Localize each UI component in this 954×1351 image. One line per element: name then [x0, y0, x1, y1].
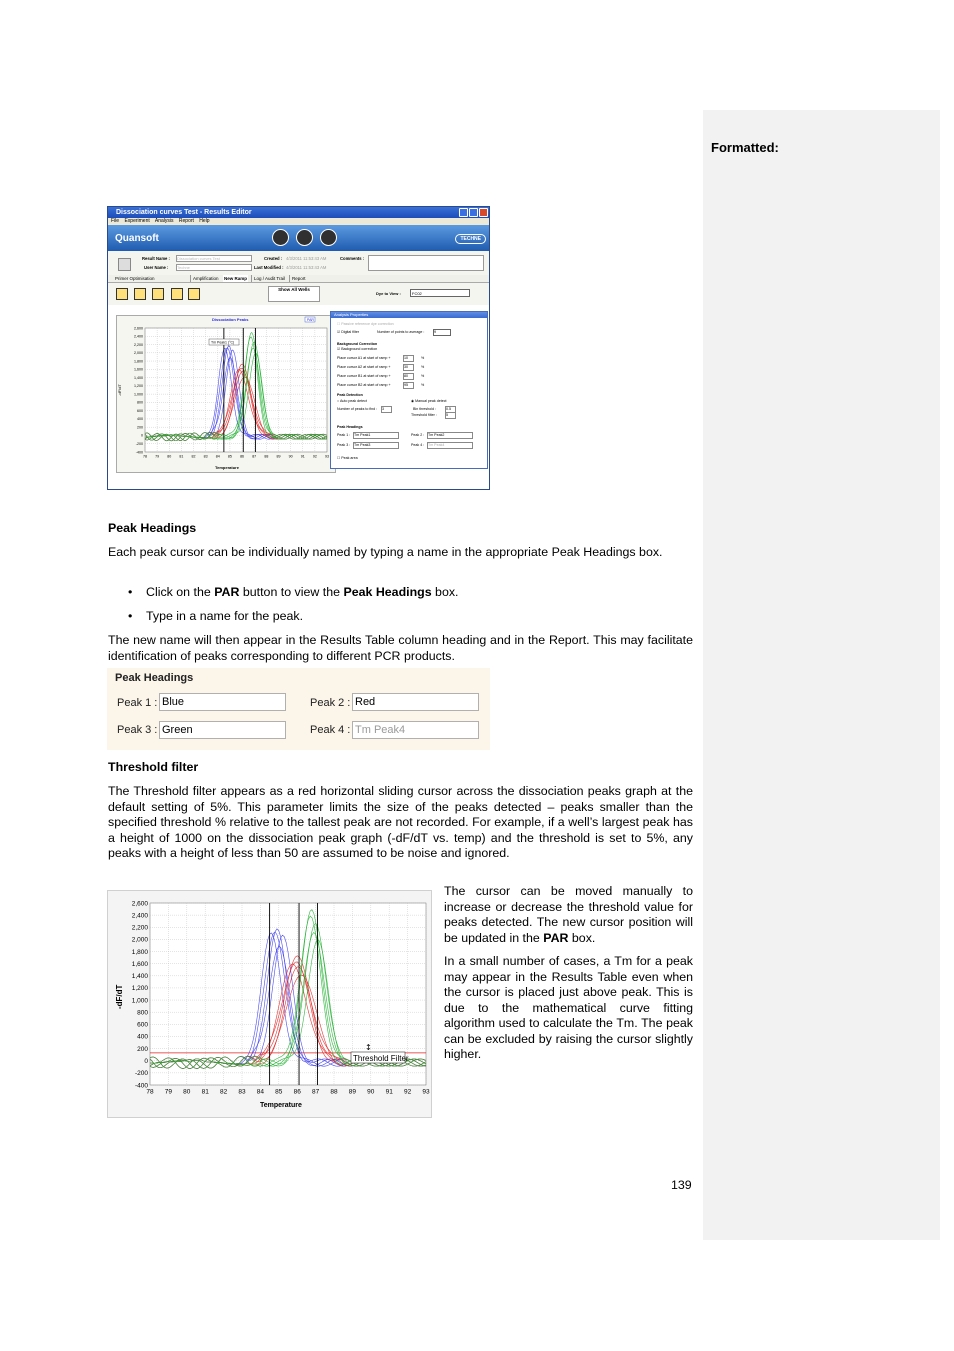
big-x-label: Temperature [260, 1102, 302, 1109]
result-info-panel [108, 251, 489, 275]
x-tick-label: 79 [155, 454, 160, 459]
tab-bar [108, 275, 489, 283]
bin-threshold-input[interactable]: 0.5 [445, 406, 456, 413]
bullet1-post: box. [431, 585, 459, 599]
app-banner [108, 225, 489, 251]
bullet1-mid: button to view the [239, 585, 344, 599]
cursor-para-par: PAR [543, 930, 569, 945]
props-peak1-label: Peak 1 : [337, 433, 351, 437]
y-tick-label: -400 [135, 450, 143, 455]
y-tick-label: 2,000 [134, 351, 143, 356]
window-title-bar [108, 207, 489, 218]
x-tick-label: 80 [167, 454, 172, 459]
cursor-b2-input[interactable]: 95 [403, 382, 414, 389]
mini-x-label: Temperature [215, 465, 239, 470]
peak-headings-title: Peak Headings [115, 672, 194, 684]
window-controls [459, 208, 488, 217]
cursor-b1-label: Place cursor B1 at start of ramp + [337, 374, 391, 378]
y-tick-label: 1,600 [134, 367, 143, 372]
cursor-b1-input[interactable]: 80 [403, 373, 414, 380]
peak-detection-heading: Peak Detection [337, 393, 363, 397]
props-peak2-label: Peak 2 : [411, 433, 425, 437]
digital-filter-checkbox[interactable]: ☑ Digital filter [337, 330, 360, 334]
x-tick-label: 79 [164, 1088, 173, 1096]
bullet-type-name: • Type in a name for the peak. [128, 609, 304, 623]
peak2-label: Peak 2 : [310, 697, 351, 709]
x-tick-label: 89 [276, 454, 281, 459]
cursor-a1-input[interactable]: 10 [403, 355, 414, 362]
threshold-filter-label: Threshold filter : [411, 413, 437, 417]
y-tick-label: 2,200 [134, 342, 143, 347]
y-tick-label: 2,400 [134, 334, 143, 339]
home-icon[interactable] [272, 229, 289, 246]
auto-peak-radio[interactable]: ○ Auto peak detect [337, 399, 367, 403]
y-tick-label: 400 [137, 1033, 148, 1041]
created-label: Created : [264, 256, 283, 261]
y-tick-label: -200 [134, 1070, 148, 1078]
print-icon[interactable] [188, 288, 200, 300]
props-peak3-label: Peak 3 : [337, 443, 351, 447]
bullet1-peak-headings: Peak Headings [343, 585, 432, 599]
bullet1-pre: Click on the [146, 585, 215, 599]
threshold-filter-paragraph: The Threshold filter appears as a red horizontal sliding cursor across the dissociation peaks graph at the default setting of 5%. This parameter limits the size of the peaks detected – peaks smaller than the specified threshold % relative to the tallest peak are not recorded. For example, if a well’s largest peak has a height of 1000 on the dissociation peak graph (-dF/dT vs. temp) and the threshold is set to 5%, any peaks with a height of less than 50 are assumed to be noise and ignored. [108, 784, 693, 860]
results-editor-screenshot [107, 206, 490, 490]
x-tick-label: 90 [367, 1088, 375, 1096]
peak-headings-heading: Peak Headings [337, 425, 363, 429]
peak4-label: Peak 4 : [310, 724, 351, 736]
menu-experiment[interactable]: Experiment [124, 218, 150, 224]
x-tick-label: 83 [203, 454, 208, 459]
cursor-b2-pct: % [421, 383, 425, 387]
bullet1-par: PAR [214, 585, 240, 599]
comment-title: Formatted: [711, 140, 779, 155]
cursor-b2-label: Place cursor B2 at start of ramp + [337, 383, 391, 387]
cursor-a1-label: Place cursor A1 at start of ramp + [337, 356, 391, 360]
page-number: 139 [671, 1178, 692, 1192]
y-tick-label: -200 [135, 441, 143, 446]
x-tick-label: 81 [201, 1088, 209, 1096]
x-tick-label: 80 [183, 1088, 191, 1096]
created-value: 4/3/2011 11:53:43 AM [286, 256, 327, 261]
y-tick-label: 1,400 [131, 973, 148, 981]
result-name-field[interactable]: Dissociation curves Test [176, 255, 252, 262]
menu-bar [108, 218, 489, 225]
bg-correction-label: Background correction [341, 347, 378, 351]
cursor-para-post: box. [568, 930, 596, 945]
threshold-filter-heading: Threshold filter [108, 760, 199, 774]
y-tick-label: 1,800 [134, 359, 143, 364]
show-all-wells-button[interactable]: Show All Wells [268, 286, 320, 302]
num-peaks-input[interactable]: 3 [381, 406, 392, 413]
big-plot-axes [132, 900, 430, 1095]
y-tick-label: 200 [137, 425, 143, 430]
tm-peak-label: Tm Peak1 (°C) [211, 340, 235, 345]
peak-headings-paragraph: Each peak cursor can be individually named by typing a name in the appropriate Peak Headings box. [108, 545, 663, 559]
props-peak3-input[interactable]: Tm Peak3 [353, 442, 399, 449]
cursor-a1-pct: % [421, 356, 425, 360]
menu-file[interactable]: File [111, 218, 120, 224]
x-tick-label: 92 [403, 1088, 412, 1096]
y-tick-label: 400 [137, 417, 143, 422]
tab-new-ramp[interactable]: New Ramp [224, 276, 248, 281]
peak3-input[interactable]: Green [159, 721, 286, 739]
manual-peak-label: Manual peak detect [415, 399, 447, 403]
peak-area-label: Peak area [341, 456, 358, 460]
bg-correction-checkbox[interactable]: ☑ Background correction [337, 347, 378, 351]
x-tick-label: 81 [179, 454, 184, 459]
y-tick-label: 1,200 [134, 384, 143, 389]
x-tick-label: 88 [330, 1088, 338, 1096]
x-tick-label: 91 [300, 454, 305, 459]
num-points-label: Number of points to average : [377, 330, 425, 334]
auto-peak-label: Auto peak detect [339, 399, 367, 403]
cursor-para-pre: The cursor can be moved manually to increase or decrease the threshold value for peaks detected. The new cursor position will be updated in the [444, 884, 693, 945]
tab-log-audit[interactable]: Log / Audit Trail [251, 275, 285, 282]
tab-report[interactable]: Report [289, 275, 306, 282]
dissociation-peaks-panel [116, 315, 336, 473]
save-icon[interactable] [296, 229, 313, 246]
digital-filter-label: Digital filter [341, 330, 360, 334]
new-name-paragraph: The new name will then appear in the Results Table column heading and in the Report. This may facilitate identification of peaks corresponding to different PCR products. [108, 633, 693, 663]
x-tick-label: 86 [240, 454, 245, 459]
tab-amplification[interactable]: Amplification [190, 275, 219, 282]
bullet2-text: Type in a name for the peak. [146, 609, 304, 623]
y-tick-label: 600 [137, 408, 143, 413]
menu-report[interactable]: Report [178, 218, 194, 224]
menu-analysis[interactable]: Analysis [154, 218, 174, 224]
peaks-icon[interactable] [152, 288, 164, 300]
x-tick-label: 90 [288, 454, 293, 459]
peak-headings-heading: Peak Headings [108, 521, 197, 535]
props-peak1-input[interactable]: Tm Peak1 [353, 432, 399, 439]
dye-to-view-label: Dye to View : [376, 291, 401, 296]
y-tick-label: 0 [144, 1058, 148, 1066]
bin-threshold-label: Bin threshold : [413, 407, 436, 411]
y-tick-label: 1,000 [131, 997, 148, 1005]
x-tick-label: 83 [238, 1088, 246, 1096]
props-peak4-input[interactable]: Tm Peak4 [427, 442, 473, 449]
peak2-input[interactable]: Red [352, 693, 479, 711]
y-tick-label: 2,200 [131, 924, 148, 932]
x-tick-label: 87 [252, 454, 257, 459]
x-tick-label: 89 [348, 1088, 357, 1096]
props-peak4-label: Peak 4 : [411, 443, 425, 447]
y-tick-label: 800 [137, 400, 143, 405]
peak-headings-box [107, 668, 490, 750]
num-peaks-label: Number of peaks to find : [337, 407, 378, 411]
comments-label: Comments : [340, 256, 365, 261]
manual-peak-radio[interactable]: ◉ Manual peak detect [411, 399, 447, 403]
plot-title: Dissociation Peaks [212, 317, 249, 322]
cursor-a2-label: Place cursor A2 at start of ramp + [337, 365, 391, 369]
x-tick-label: 92 [312, 454, 317, 459]
x-tick-label: 84 [256, 1088, 265, 1096]
x-tick-label: 87 [311, 1088, 320, 1096]
big-y-label: -dF/dT [115, 984, 124, 1009]
tab-primer-optimisation[interactable]: Primer Optimisation [115, 276, 155, 281]
analysis-properties-title: Analysis Properties [331, 312, 487, 318]
peak4-input[interactable]: Tm Peak4 [352, 721, 479, 739]
passive-ref-label: Passive reference dye correction [341, 322, 394, 326]
passive-ref-checkbox[interactable]: ☐ Passive reference dye correction [337, 322, 394, 326]
x-tick-label: 82 [191, 454, 196, 459]
y-tick-label: -400 [134, 1082, 148, 1090]
minimize-icon[interactable] [459, 208, 468, 217]
bg-correction-heading: Background Correction [337, 342, 378, 346]
props-peak2-input[interactable]: Tm Peak2 [427, 432, 473, 439]
x-tick-label: 78 [146, 1088, 154, 1096]
x-tick-label: 82 [219, 1088, 228, 1096]
y-tick-label: 1,200 [131, 985, 148, 993]
comments-field[interactable] [368, 255, 484, 271]
close-icon[interactable] [479, 208, 488, 217]
maximize-icon[interactable] [469, 208, 478, 217]
threshold-filter-input[interactable]: 5 [445, 412, 456, 419]
x-tick-label: 86 [293, 1088, 301, 1096]
y-tick-label: 0 [141, 433, 143, 438]
y-tick-label: 2,600 [134, 326, 143, 331]
cursor-paragraph [444, 884, 693, 946]
peak1-label: Peak 1 : [117, 697, 158, 709]
y-tick-label: 1,800 [131, 948, 148, 956]
y-tick-label: 1,000 [134, 392, 143, 397]
lock-icon [118, 258, 131, 271]
y-tick-label: 2,000 [131, 936, 148, 944]
x-tick-label: 93 [325, 454, 329, 459]
y-tick-label: 2,400 [131, 912, 148, 920]
last-modified-label: Last Modified : [254, 265, 284, 270]
x-tick-label: 93 [422, 1088, 430, 1096]
cursor-b1-pct: % [421, 374, 425, 378]
table-icon[interactable] [171, 288, 183, 300]
x-tick-label: 84 [215, 454, 220, 459]
peak1-input[interactable]: Blue [159, 693, 286, 711]
num-points-select[interactable]: 9 [433, 329, 451, 336]
x-tick-label: 91 [385, 1088, 393, 1096]
peak3-label: Peak 3 : [117, 724, 158, 736]
analysis-properties-panel [330, 311, 488, 469]
mini-y-label: -dF/dT [117, 384, 122, 396]
last-modified-value: 4/3/2011 11:53:43 AM [286, 265, 327, 270]
threshold-chart-svg [108, 891, 431, 1117]
tm-cases-paragraph: In a small number of cases, a Tm for a peak may appear in the Results Table even when the cursor is placed just above peak. This is due to the mathematical curve fitting algorithm used to calculate the Tm. The peak can be excluded by raising the cursor slightly higher. [444, 954, 693, 1061]
drag-arrows-icon[interactable]: ↕ [365, 1043, 372, 1052]
chart-icon[interactable] [134, 288, 146, 300]
x-tick-label: 88 [264, 454, 269, 459]
export-icon[interactable] [320, 229, 337, 246]
x-tick-label: 78 [143, 454, 147, 459]
quansoft-logo: Quansoft [115, 233, 159, 244]
y-tick-label: 2,600 [131, 900, 148, 908]
y-tick-label: 200 [137, 1045, 148, 1053]
y-tick-label: 1,400 [134, 375, 143, 380]
y-tick-label: 800 [137, 1009, 148, 1017]
x-tick-label: 85 [227, 454, 232, 459]
user-name-label: User Name : [144, 265, 169, 270]
y-tick-label: 1,600 [131, 960, 148, 968]
dye-select[interactable]: FC02 [410, 289, 470, 297]
plot-toolbar [108, 283, 489, 305]
y-tick-label: 600 [137, 1021, 148, 1029]
bullet-par: • Click on the PAR button to view the Peak Headings box. [128, 585, 459, 599]
cursor-a2-pct: % [421, 365, 425, 369]
comment-sidebar [703, 110, 940, 1240]
threshold-label: Threshold Filter [353, 1054, 409, 1063]
x-tick-label: 85 [275, 1088, 283, 1096]
window-title: Dissociation curves Test - Results Editor [116, 209, 252, 216]
menu-help[interactable]: Help [199, 218, 210, 224]
par-button-label: PAR [307, 318, 314, 322]
user-name-field[interactable]: Techne [176, 264, 252, 271]
threshold-filter-chart [107, 890, 432, 1118]
peak-area-checkbox[interactable]: ☐ Peak area [337, 456, 358, 460]
result-name-label: Result Name : [142, 256, 170, 261]
edit-icon[interactable] [116, 288, 128, 300]
dissociation-peaks-plot [117, 316, 335, 472]
techne-logo: TECHNE [455, 234, 486, 244]
cursor-a2-input[interactable]: 30 [403, 364, 414, 371]
